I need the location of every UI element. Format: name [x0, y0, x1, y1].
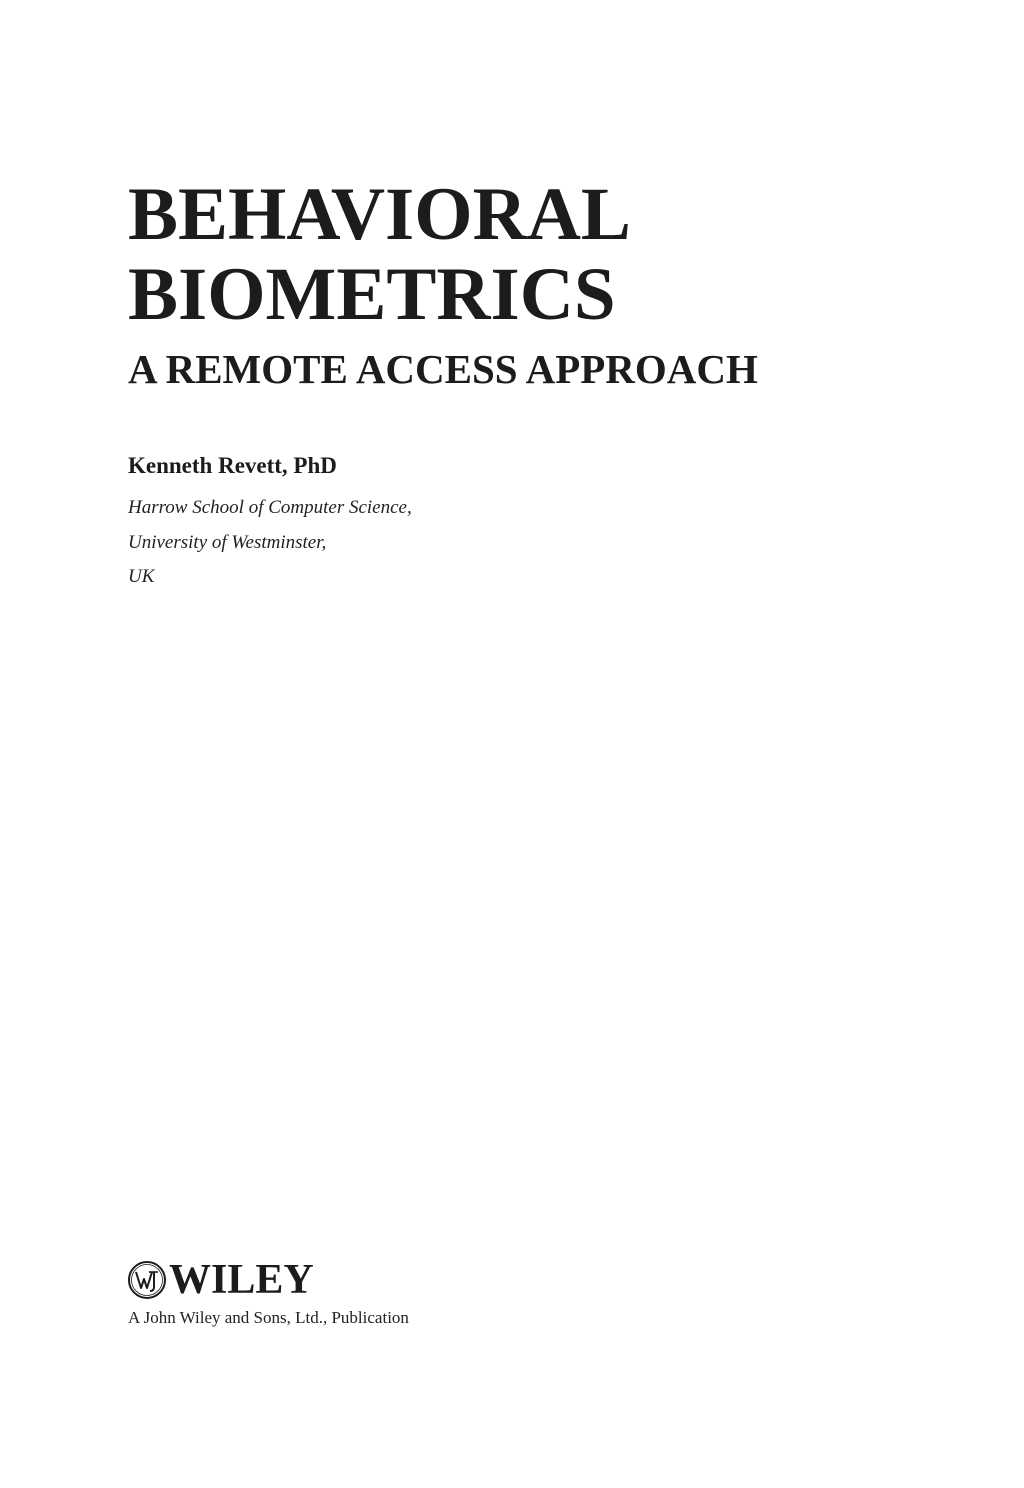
author-affiliation-line-2: University of Westminster, [128, 532, 327, 553]
publisher-logo [127, 1258, 314, 1302]
book-title-line-2: BIOMETRICS [128, 253, 616, 336]
author-affiliation-line-3: UK [128, 566, 155, 587]
book-title-line-1: BEHAVIORAL [128, 173, 631, 256]
author-affiliation-line-1: Harrow School of Computer Science, [128, 497, 412, 518]
author-name: Kenneth Revett, PhD [128, 453, 337, 478]
book-subtitle: A REMOTE ACCESS APPROACH [128, 346, 758, 392]
wiley-seal-icon [127, 1260, 167, 1300]
publisher-line: A John Wiley and Sons, Ltd., Publication [128, 1308, 409, 1327]
publisher-logo-text: WILEY [169, 1257, 314, 1303]
